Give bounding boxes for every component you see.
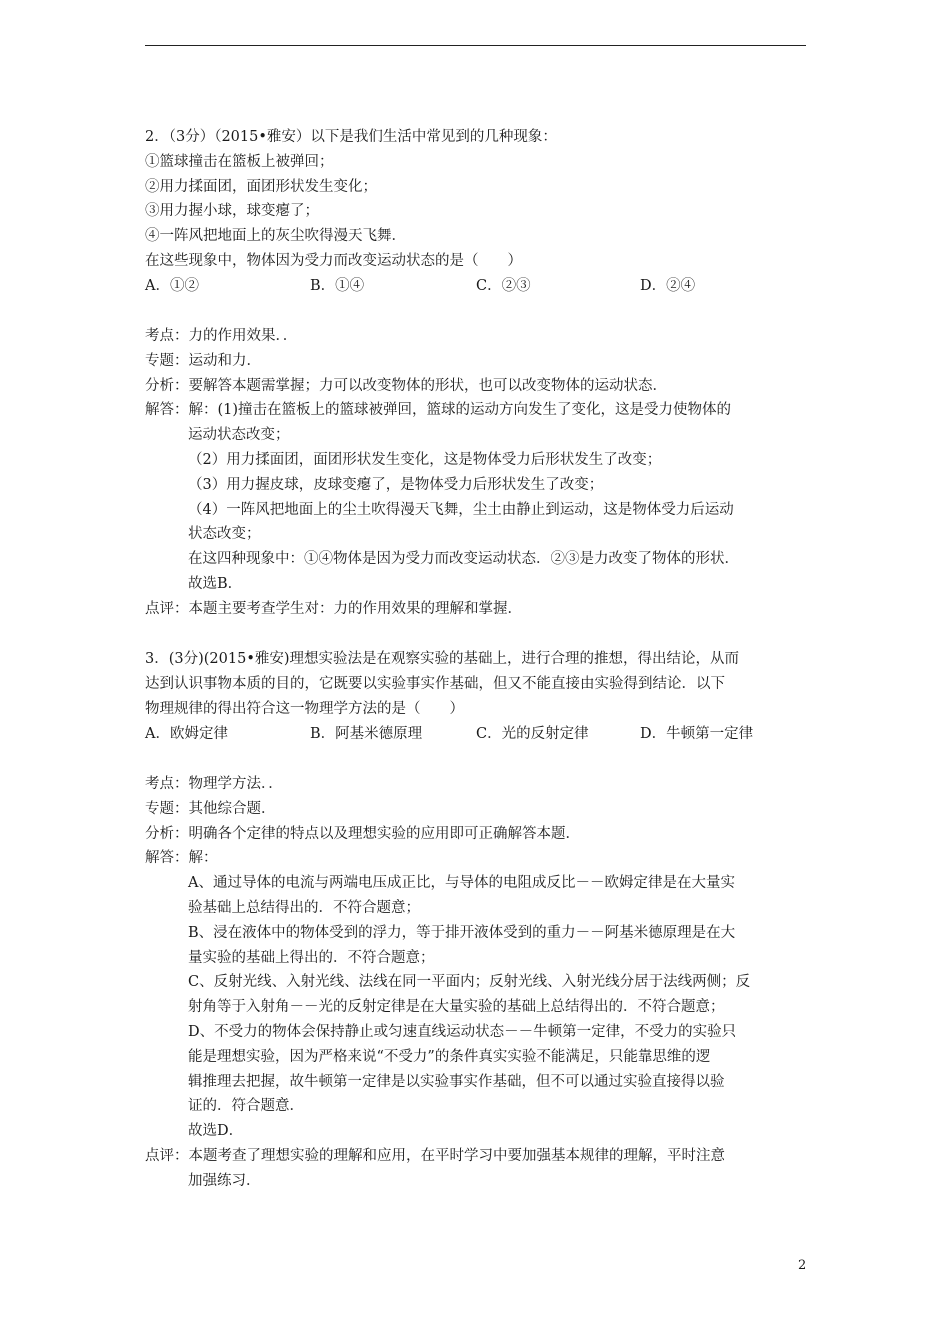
q3-jieda-line: 能是理想实验，因为严格来说“不受力”的条件真实实验不能满足，只能靠思维的逻	[188, 1049, 711, 1065]
q2-kaodian: 考点：力的作用效果．．	[145, 328, 298, 344]
q3-option-c: C．光的反射定律	[476, 726, 589, 742]
q3-jieda-line: 故选D．	[188, 1123, 244, 1139]
q3-stem-line: 物理规律的得出符合这一物理学方法的是（ ）	[145, 701, 464, 717]
q3-zhuanti: 专题：其他综合题．	[145, 801, 276, 817]
q3-fenxi: 分析：明确各个定律的特点以及理想实验的应用即可正确解答本题．	[145, 826, 580, 842]
q3-jieda-line: 量实验的基础上得出的．不符合题意；	[188, 950, 435, 966]
q3-dianping-line: 点评：本题考查了理想实验的理解和应用，在平时学习中要加强基本规律的理解，平时注意	[145, 1148, 725, 1164]
header-rule	[145, 45, 806, 46]
q2-jieda-line: 状态改变；	[188, 526, 261, 542]
q2-item-2: ②用力揉面团，面团形状发生变化；	[145, 179, 377, 195]
q2-jieda-line: （4）一阵风把地面上的尘土吹得漫天飞舞，尘土由静止到运动，这是物体受力后运动	[188, 502, 734, 518]
q2-dianping: 点评：本题主要考查学生对：力的作用效果的理解和掌握．	[145, 601, 522, 617]
q2-item-1: ①篮球撞击在篮板上被弹回；	[145, 154, 334, 170]
q2-jieda-line: （3）用力握皮球，皮球变瘪了，是物体受力后形状发生了改变；	[188, 477, 604, 493]
q2-question: 在这些现象中，物体因为受力而改变运动状态的是（ ）	[145, 253, 522, 269]
q2-jieda-line: 故选B．	[188, 576, 243, 592]
q2-item-4: ④一阵风把地面上的灰尘吹得漫天飞舞．	[145, 228, 406, 244]
q3-jieda-line: 证的．符合题意．	[188, 1098, 304, 1114]
q3-jieda-head: 解答：解：	[145, 850, 218, 866]
q2-jieda-line: 解答：解：(1)撞击在篮板上的篮球被弹回，篮球的运动方向发生了变化，这是受力使物体的	[145, 402, 732, 418]
q2-jieda-line: 运动状态改变；	[188, 427, 290, 443]
q2-option-b: B．①④	[310, 278, 365, 294]
q2-jieda-line: （2）用力揉面团，面团形状发生变化，这是物体受力后形状发生了改变；	[188, 452, 662, 468]
q3-stem-line: 3．(3分)(2015•雅安)理想实验法是在观察实验的基础上，进行合理的推想，得出结论，从而	[145, 651, 740, 667]
q2-zhuanti: 专题：运动和力．	[145, 353, 261, 369]
q3-kaodian: 考点：物理学方法．．	[145, 776, 283, 792]
q2-option-d: D．②④	[640, 278, 696, 294]
q3-dianping-line: 加强练习．	[188, 1173, 261, 1189]
q3-option-b: B．阿基米德原理	[310, 726, 423, 742]
q3-jieda-line: 辑推理去把握，故牛顿第一定律是以实验事实作基础，但不可以通过实验直接得以验	[188, 1074, 725, 1090]
q2-jieda-line: 在这四种现象中：①④物体是因为受力而改变运动状态．②③是力改变了物体的形状．	[188, 551, 739, 567]
q2-option-a: A．①②	[145, 278, 199, 294]
q3-option-d: D．牛顿第一定律	[640, 726, 754, 742]
q3-jieda-line: C、反射光线、入射光线、法线在同一平面内；反射光线、入射光线分居于法线两侧；反	[188, 974, 751, 990]
q2-item-3: ③用力握小球，球变瘪了；	[145, 203, 319, 219]
q3-jieda-line: D、不受力的物体会保持静止或匀速直线运动状态－－牛顿第一定律，不受力的实验只	[188, 1024, 737, 1040]
q3-jieda-line: A、通过导体的电流与两端电压成正比，与导体的电阻成反比－－欧姆定律是在大量实	[188, 875, 735, 891]
q3-stem-line: 达到认识事物本质的目的，它既要以实验事实作基础，但又不能直接由实验得到结论．以下	[145, 676, 725, 692]
q3-option-a: A．欧姆定律	[145, 726, 228, 742]
q3-jieda-line: 验基础上总结得出的．不符合题意；	[188, 900, 420, 916]
q3-jieda-line: 射角等于入射角－－光的反射定律是在大量实验的基础上总结得出的．不符合题意；	[188, 999, 725, 1015]
q2-option-c: C．②③	[476, 278, 531, 294]
q2-stem: 2．（3分）（2015•雅安）以下是我们生活中常见到的几种现象：	[145, 129, 557, 145]
q2-fenxi: 分析：要解答本题需掌握；力可以改变物体的形状，也可以改变物体的运动状态．	[145, 378, 667, 394]
page-number: 2	[798, 1258, 807, 1273]
q3-jieda-line: B、浸在液体中的物体受到的浮力，等于排开液体受到的重力－－阿基米德原理是在大	[188, 925, 736, 941]
